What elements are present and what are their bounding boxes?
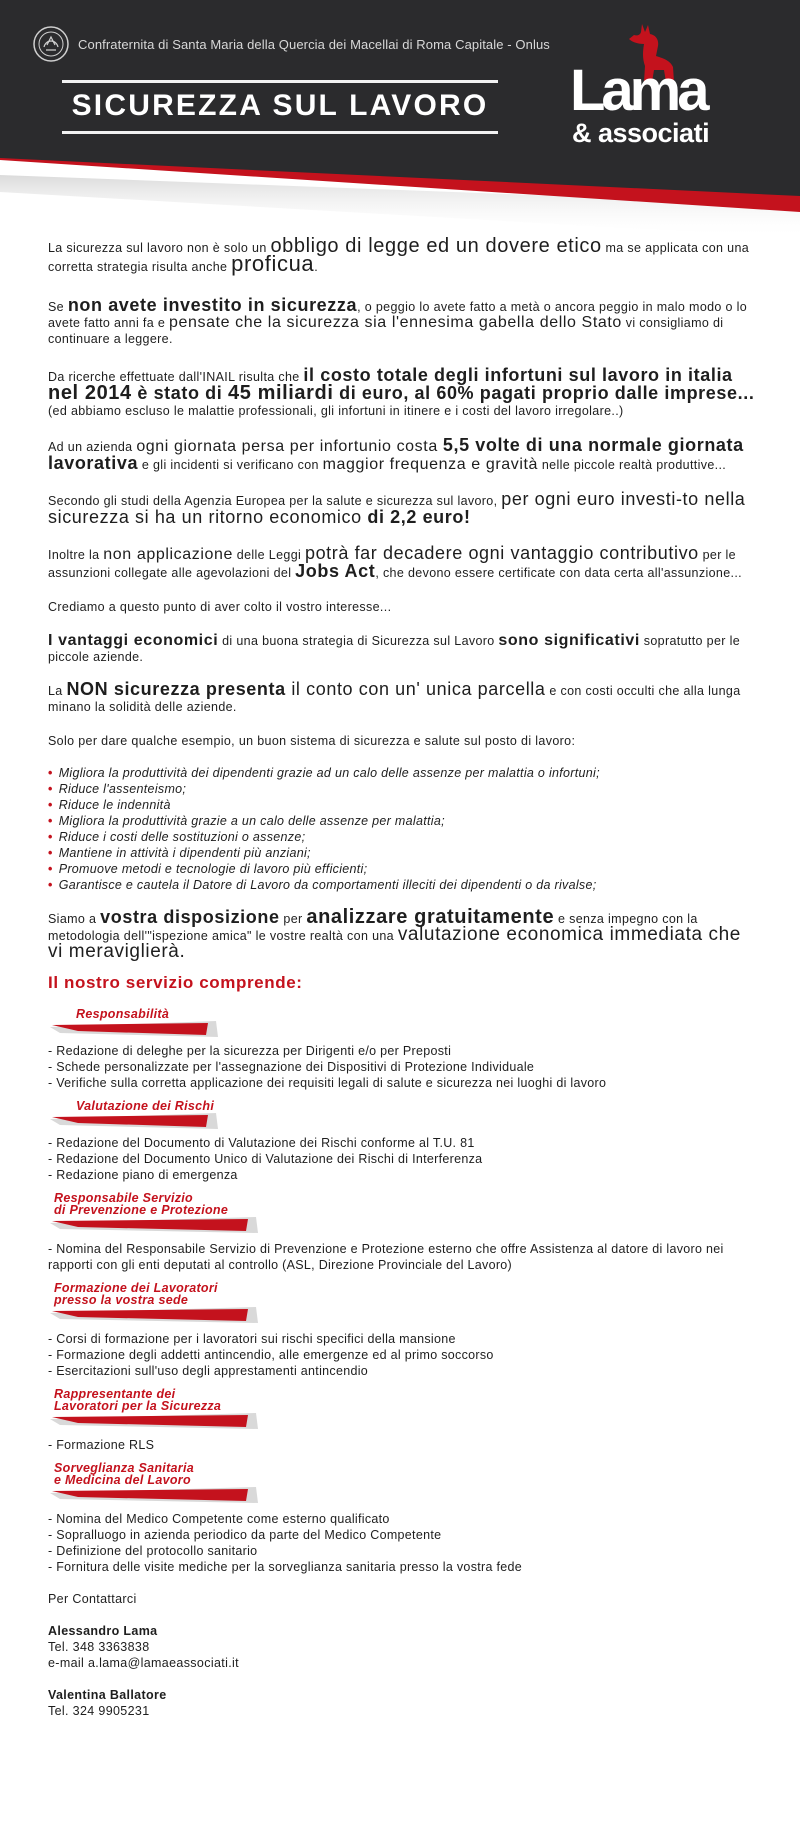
highlight-text: dovere etico xyxy=(485,235,602,257)
service-items xyxy=(48,1043,758,1091)
text: ma se applicata con una corretta strategia risulta anche xyxy=(48,241,750,274)
text: , o peggio lo avete fatto a metà o ancora peggio in malo modo o lo avete fatto anni fa e xyxy=(48,300,748,330)
intro-paragraph-2 xyxy=(48,297,758,347)
bold-text: Jobs Act xyxy=(295,561,376,581)
text: Se xyxy=(48,300,68,314)
service-heading xyxy=(48,1461,758,1505)
service-item: - Redazione piano di emergenza xyxy=(48,1168,238,1182)
service-item: - Verifiche sulla corretta applicazione dei requisiti legali di salute e sicurezza nei luoghi di lavoro xyxy=(48,1076,607,1090)
text: per xyxy=(279,912,307,926)
highlight-text: obbligo di legge xyxy=(270,235,421,257)
brand-suffix: & associati xyxy=(572,118,710,148)
main-content xyxy=(48,232,758,1719)
bold-text: di 2,2 euro! xyxy=(367,507,471,527)
brand-name: Lama xyxy=(570,58,706,123)
service-item: - Fornitura delle visite mediche per la sorveglianza sanitaria presso la vostra fede xyxy=(48,1560,523,1574)
text: di una buona strategia di Sicurezza sul Lavoro xyxy=(218,634,499,648)
service-items xyxy=(48,1241,758,1273)
text: Ad un azienda xyxy=(48,440,137,454)
benefit-item: • Migliora la produttività dei dipendenti grazie ad un calo delle assenze per malattia o infortuni; xyxy=(48,765,758,781)
service-heading-label: Valutazione dei Rischi xyxy=(76,1099,215,1113)
organization-name: Confraternita di Santa Maria della Quercia dei Macellai di Roma Capitale - Onlus xyxy=(78,36,550,52)
services-title: Il nostro servizio comprende: xyxy=(48,973,303,992)
service-item: - Formazione degli addetti antincendio, alle emergenze ed al primo soccorso xyxy=(48,1348,494,1362)
service-items xyxy=(48,1331,758,1379)
contacts-section xyxy=(48,1591,758,1719)
benefit-item: • Mantiene in attività i dipendenti più anziani; xyxy=(48,845,758,861)
text: Secondo gli studi della Agenzia Europea per la salute e sicurezza sul lavoro, xyxy=(48,494,502,508)
text: , che devono essere certificate con data certa all'assunzione... xyxy=(375,566,742,580)
offer-paragraph xyxy=(48,906,758,962)
contact-name: Valentina Ballatore xyxy=(48,1688,167,1702)
text: . xyxy=(314,260,319,274)
title-rule-bottom xyxy=(62,131,498,134)
highlight-text: proficua xyxy=(231,251,315,276)
intro-paragraph-6 xyxy=(48,545,758,581)
services-list xyxy=(48,1007,758,1575)
highlight-text: maggior frequenza e gravità xyxy=(322,456,539,473)
service-heading xyxy=(48,1099,758,1129)
highlight-text: per ogni euro investi-to nella sicurezza si ha un ritorno economico xyxy=(48,489,746,527)
service-item: - Esercitazioni sull'uso degli apprestamenti antincendio xyxy=(48,1364,369,1378)
bold-text: 45 miliardi xyxy=(227,382,334,404)
text: e con costi occulti che alla lunga minano la solidità delle aziende. xyxy=(48,684,741,714)
intro-paragraph-4 xyxy=(48,437,758,473)
bold-text: 5,5 volte di una normale giornata lavorativa xyxy=(48,435,744,473)
service-heading-label: Rappresentante dei Lavoratori per la Sicurezza xyxy=(54,1387,222,1413)
benefits-list xyxy=(48,765,758,893)
service-heading xyxy=(48,1387,758,1431)
text: Da ricerche effettuate dall'INAIL risulta che xyxy=(48,370,304,384)
highlight-text: pensate che la sicurezza sia l'ennesima gabella dello Stato xyxy=(168,314,622,331)
service-item: - Nomina del Medico Competente come esterno qualificato xyxy=(48,1512,390,1526)
intro-paragraph-9 xyxy=(48,681,758,715)
text: sopratutto per le piccole aziende. xyxy=(48,634,741,664)
service-heading-label: Formazione dei Lavoratori presso la vostra sede xyxy=(54,1281,218,1307)
text: e senza impegno con la metodologia dell'"ispezione amica" le vostre realtà con una xyxy=(48,912,698,943)
service-item: - Redazione del Documento di Valutazione dei Rischi conforme al T.U. 81 xyxy=(48,1136,475,1150)
text: Siamo a xyxy=(48,912,101,926)
bold-text: sono significativi xyxy=(498,632,640,649)
intro-paragraph-5 xyxy=(48,491,758,527)
service-heading xyxy=(48,1191,758,1235)
highlight-text: non applicazione xyxy=(103,546,233,563)
service-items xyxy=(48,1135,758,1183)
service-heading xyxy=(48,1281,758,1325)
bold-text: I vantaggi economici xyxy=(48,632,219,649)
bold-text: il costo totale degli infortuni sul lavoro in italia xyxy=(303,365,733,385)
service-item: - Definizione del protocollo sanitario xyxy=(48,1544,258,1558)
highlight-text: ogni giornata persa per infortunio costa xyxy=(136,438,443,455)
text: (ed abbiamo escluso le malattie professionali, gli infortuni in itinere e i costi del lavoro irregolare..) xyxy=(48,404,624,418)
header-banner xyxy=(0,0,800,240)
intro-paragraph-1 xyxy=(48,235,758,276)
service-heading-label: Responsabilità xyxy=(76,1007,170,1021)
bold-text: nel 2014 xyxy=(48,382,132,404)
benefit-item: • Garantisce e cautela il Datore di Lavoro da comportamenti illeciti dei dipendenti o da rivalse; xyxy=(48,877,758,893)
text: per le assunzioni collegate alle agevolazioni del xyxy=(48,548,736,580)
text: La sicurezza sul lavoro non è solo un xyxy=(48,241,271,255)
text: Inoltre la xyxy=(48,548,104,562)
service-items xyxy=(48,1437,758,1453)
service-item: - Redazione di deleghe per la sicurezza per Dirigenti e/o per Preposti xyxy=(48,1044,452,1058)
service-heading-label: Responsabile Servizio di Prevenzione e Protezione xyxy=(54,1191,229,1217)
highlight-text: potrà far decadere ogni vantaggio contributivo xyxy=(304,543,699,563)
benefit-item: • Promuove metodi e tecnologie di lavoro più efficienti; xyxy=(48,861,758,877)
title-rule-top xyxy=(62,80,498,83)
benefit-item: • Migliora la produttività grazie a un calo delle assenze per malattia; xyxy=(48,813,758,829)
intro-paragraph-10: Solo per dare qualche esempio, un buon sistema di sicurezza e salute sul posto di lavoro: xyxy=(48,734,576,748)
contact-email[interactable]: e-mail a.lama@lamaeassociati.it xyxy=(48,1656,239,1670)
text: nelle piccole realtà produttive... xyxy=(538,458,727,472)
bold-text: NON sicurezza presenta xyxy=(66,679,286,699)
benefit-item: • Riduce i costi delle sostituzioni o assenze; xyxy=(48,829,758,845)
contacts-heading: Per Contattarci xyxy=(48,1592,137,1606)
intro-paragraph-7: Crediamo a questo punto di aver colto il vostro interesse... xyxy=(48,600,392,614)
title-block xyxy=(62,80,498,134)
contact-name: Alessandro Lama xyxy=(48,1624,158,1638)
service-item: - Formazione RLS xyxy=(48,1438,155,1452)
bold-text: è stato di xyxy=(131,383,228,403)
service-heading xyxy=(48,1007,758,1037)
bold-text: di euro, al 60% pagati proprio dalle imprese... xyxy=(333,383,755,403)
brand-logo xyxy=(560,22,780,152)
service-heading-label: Sorveglianza Sanitaria e Medicina del Lavoro xyxy=(54,1461,194,1487)
text: e gli incidenti si verificano con xyxy=(138,458,323,472)
contact-phone: Tel. 348 3363838 xyxy=(48,1640,150,1654)
organization-line xyxy=(32,24,550,64)
page-title: SICUREZZA SUL LAVORO xyxy=(71,89,489,122)
bold-text: analizzare gratuitamente xyxy=(306,906,555,928)
bold-text: vostra disposizione xyxy=(100,907,280,927)
service-item: - Corsi di formazione per i lavoratori sui rischi specifici della mansione xyxy=(48,1332,456,1346)
contact-phone: Tel. 324 9905231 xyxy=(48,1704,150,1718)
service-item: - Sopralluogo in azienda periodico da parte del Medico Competente xyxy=(48,1528,442,1542)
intro-paragraph-3 xyxy=(48,367,758,419)
benefit-item: • Riduce l'assenteismo; xyxy=(48,781,758,797)
bold-text: non avete investito in sicurezza xyxy=(67,295,358,315)
service-items xyxy=(48,1511,758,1575)
highlight-text: il conto con un' unica parcella xyxy=(285,679,546,699)
highlight-text: valutazione economica immediata che vi meraviglierà. xyxy=(48,924,741,962)
benefit-item: • Riduce le indennità xyxy=(48,797,758,813)
service-item: - Schede personalizzate per l'assegnazione dei Dispositivi di Protezione Individuale xyxy=(48,1060,535,1074)
service-item: - Redazione del Documento Unico di Valutazione dei Rischi di Interferenza xyxy=(48,1152,483,1166)
seal-emblem-icon xyxy=(32,25,70,63)
text: vi consigliamo di continuare a leggere. xyxy=(48,316,724,346)
text: La xyxy=(48,684,67,698)
service-item: - Nomina del Responsabile Servizio di Prevenzione e Protezione esterno che offre Assistenza al datore di lavoro nei rapporti con gli enti deputati al controllo (ASL, Direzione Provinciale del Lavoro) xyxy=(48,1242,724,1272)
intro-paragraph-8 xyxy=(48,633,758,665)
highlight-text: ed un xyxy=(420,235,486,257)
text: delle Leggi xyxy=(232,548,305,562)
